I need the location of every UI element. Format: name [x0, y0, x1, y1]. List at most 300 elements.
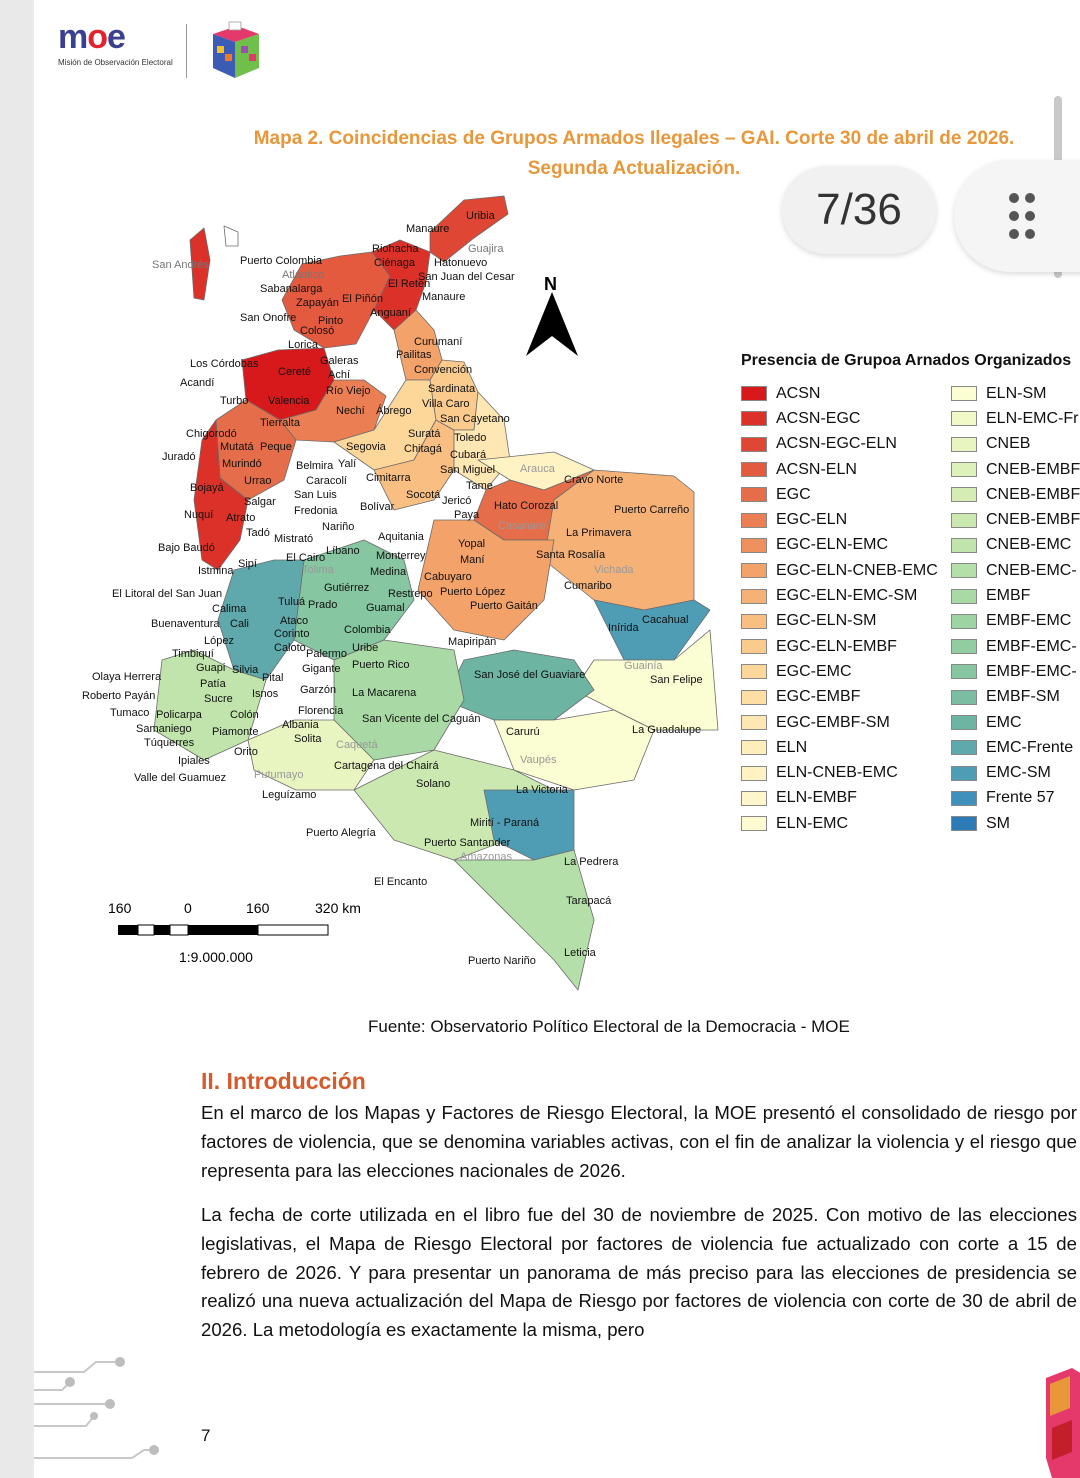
- place-label: Túquerres: [144, 737, 195, 749]
- legend-item: [741, 760, 938, 785]
- legend-label: CNEB-EMBF: [986, 511, 1080, 529]
- legend-label: EGC-ELN-EMC: [776, 536, 889, 554]
- scale-label: 160: [108, 900, 132, 916]
- place-label: Leguízamo: [262, 789, 317, 801]
- place-label: Puerto Santander: [424, 837, 511, 849]
- place-label: Sipí: [238, 558, 257, 570]
- place-label: Nechí: [336, 405, 365, 417]
- scale-segment: [118, 925, 138, 935]
- colombia-map: [34, 190, 724, 1000]
- grid-dots-icon: [1006, 190, 1046, 242]
- scale-segment: [154, 925, 170, 935]
- place-label: Belmira: [296, 460, 334, 472]
- legend-label: EGC-ELN-SM: [776, 612, 877, 630]
- place-label: Albania: [282, 719, 319, 731]
- legend-swatch: [951, 462, 977, 477]
- legend-label: ELN-EMC-Fr: [986, 409, 1079, 427]
- legend-swatch: [741, 664, 767, 679]
- legend-label: CNEB-EMC-: [986, 561, 1077, 579]
- legend-item: [741, 811, 938, 836]
- legend-label: EGC-ELN-EMC-SM: [776, 587, 918, 605]
- legend-label: EMBF: [986, 587, 1031, 605]
- legend-swatch: [951, 437, 977, 452]
- legend-label: ACSN-EGC: [776, 409, 861, 427]
- place-label: Piamonte: [212, 726, 259, 738]
- place-label: Convención: [414, 364, 473, 376]
- place-label: Hato Corozal: [494, 500, 559, 512]
- place-label: El Piñón: [342, 293, 383, 305]
- place-label: La Macarena: [352, 687, 417, 699]
- legend-item: [951, 432, 1080, 457]
- place-label: Juradó: [162, 451, 196, 463]
- legend-label: ELN-CNEB-EMC: [776, 764, 898, 782]
- legend-swatch: [951, 589, 977, 604]
- place-label: Caracolí: [306, 475, 347, 487]
- place-label: Guamal: [366, 602, 405, 614]
- legend-label: EGC-EMBF: [776, 688, 861, 706]
- legend-label: EMBF-EMC-: [986, 662, 1077, 680]
- place-label: Achí: [328, 369, 351, 381]
- place-label: Colombia: [344, 624, 391, 636]
- legend-swatch: [741, 411, 767, 426]
- legend-swatch: [951, 513, 977, 528]
- place-label: Colosó: [300, 325, 335, 337]
- place-label: San Felipe: [650, 674, 703, 686]
- place-label: El Litoral del San Juan: [112, 588, 223, 600]
- place-label: Pital: [262, 672, 284, 684]
- legend-item: [951, 558, 1080, 583]
- legend-item: [741, 685, 938, 710]
- place-label: Silvia: [232, 664, 259, 676]
- legend-swatch: [741, 538, 767, 553]
- legend-item: [951, 406, 1080, 431]
- place-label: Vichada: [594, 564, 634, 576]
- place-label: Manaure: [406, 223, 450, 235]
- legend-label: ELN-EMC: [776, 814, 849, 832]
- legend-title: Presencia de Grupoa Arnados Organizados: [741, 352, 1072, 369]
- place-label: La Primavera: [566, 527, 632, 539]
- legend-swatch: [741, 437, 767, 452]
- legend-item: [741, 457, 938, 482]
- place-label: Fredonia: [294, 505, 338, 517]
- legend-swatch: [951, 690, 977, 705]
- place-label: Restrepo: [388, 588, 433, 600]
- place-label: Ciénaga: [374, 257, 415, 269]
- map-title-line1: Mapa 2. Coincidencias de Grupos Armados Ilegales – GAI. Corte 30 de abril de 2026.: [253, 128, 1015, 149]
- legend-label: EMBF-EMC: [986, 612, 1072, 630]
- legend-item: [741, 786, 938, 811]
- place-label: Florencia: [298, 705, 344, 717]
- place-label: La Pedrera: [564, 856, 619, 868]
- legend-label: CNEB: [986, 435, 1031, 453]
- place-label: Nariño: [322, 521, 355, 533]
- legend-swatch: [951, 766, 977, 781]
- place-label: San Andrés: [152, 259, 209, 271]
- map-source: Fuente: Observatorio Político Electoral de la Democracia - MOE: [368, 1017, 850, 1036]
- place-label: Bolívar: [360, 501, 395, 513]
- place-label: Gigante: [302, 663, 341, 675]
- legend-swatch: [951, 664, 977, 679]
- place-label: La Guadalupe: [632, 724, 702, 736]
- logo-divider: [186, 24, 187, 78]
- place-label: Pailitas: [396, 349, 432, 361]
- place-label: Anguaní: [370, 307, 411, 319]
- place-label: Riohacha: [372, 243, 419, 255]
- place-label: Puerto Nariño: [468, 955, 536, 967]
- legend-item: [951, 583, 1080, 608]
- place-label: Suratá: [408, 428, 441, 440]
- place-label: Santa Rosalía: [536, 549, 606, 561]
- place-label: Cartagena del Chairá: [334, 760, 439, 772]
- place-label: Valencia: [268, 395, 310, 407]
- place-label: Sardinata: [428, 383, 476, 395]
- scale-segment: [258, 925, 328, 935]
- legend-column-left: [741, 381, 938, 836]
- legend-swatch: [951, 411, 977, 426]
- legend-label: EMC: [986, 713, 1022, 731]
- place-label: Mirití - Paraná: [470, 817, 540, 829]
- place-label: Monterrey: [376, 550, 426, 562]
- region-providencia: [224, 226, 238, 246]
- place-label: San Cayetano: [440, 413, 510, 425]
- legend-swatch: [951, 386, 977, 401]
- place-label: Paya: [454, 509, 480, 521]
- place-label: Istmina: [198, 565, 234, 577]
- legend-swatch: [741, 513, 767, 528]
- place-label: Jericó: [442, 495, 472, 507]
- region-amazonas-south: [454, 850, 594, 990]
- place-label: Puerto Alegría: [306, 827, 376, 839]
- legend-item: [741, 482, 938, 507]
- place-label: Murindó: [222, 458, 262, 470]
- map-title: [184, 124, 1080, 184]
- place-label: Solita: [294, 733, 322, 745]
- legend-swatch: [741, 614, 767, 629]
- legend-item: [951, 811, 1080, 836]
- place-label: El Encanto: [374, 876, 428, 888]
- legend-item: [951, 685, 1080, 710]
- logo-subtitle: Misión de Observación Electoral: [58, 58, 173, 67]
- place-label: El Retén: [388, 278, 431, 290]
- place-label: Cumaribo: [564, 580, 612, 592]
- legend-item: [741, 558, 938, 583]
- legend-label: CNEB-EMC: [986, 536, 1072, 554]
- legend-label: EGC-ELN-CNEB-EMC: [776, 561, 938, 579]
- legend-item: [741, 507, 938, 532]
- legend-swatch: [741, 690, 767, 705]
- legend-item: [741, 381, 938, 406]
- place-label: Caloto: [274, 642, 306, 654]
- legend-label: EMBF-EMC-: [986, 637, 1077, 655]
- legend-swatch: [951, 563, 977, 578]
- legend-item: [951, 710, 1080, 735]
- legend-swatch: [951, 614, 977, 629]
- ballot-cube-icon: [203, 20, 265, 82]
- place-label: Uribe: [352, 642, 379, 654]
- legend-item: [951, 760, 1080, 785]
- place-label: Arauca: [520, 463, 555, 475]
- place-label: Garzón: [300, 684, 337, 696]
- legend-item: [951, 533, 1080, 558]
- scale-label: 0: [184, 900, 192, 916]
- place-label: Yalí: [338, 458, 357, 470]
- svg-text:N: N: [544, 274, 557, 294]
- place-label: Gutiérrez: [324, 582, 370, 594]
- legend-label: ELN-EMBF: [776, 789, 857, 807]
- legend-label: EMC-SM: [986, 764, 1051, 782]
- legend-item: [741, 583, 938, 608]
- place-label: Calima: [212, 603, 247, 615]
- scale-label: 320 km: [315, 900, 361, 916]
- legend-label: CNEB-EMBF: [986, 460, 1080, 478]
- place-label: San José del Guaviare: [474, 669, 586, 681]
- place-label: Ábrego: [376, 405, 412, 417]
- place-label: Urrao: [244, 475, 272, 487]
- legend-label: ACSN-ELN: [776, 460, 857, 478]
- place-label: Hatonuevo: [434, 257, 488, 269]
- place-label: Segovia: [346, 441, 386, 453]
- legend-swatch: [741, 639, 767, 654]
- place-label: Cali: [230, 618, 249, 630]
- place-label: Cravo Norte: [564, 474, 624, 486]
- place-label: Bojayá: [190, 482, 224, 494]
- place-label: Toledo: [454, 432, 487, 444]
- legend-swatch: [741, 462, 767, 477]
- legend-label: CNEB-EMBF: [986, 485, 1080, 503]
- place-label: Isnos: [252, 688, 279, 700]
- legend-label: EMC-Frente: [986, 738, 1074, 756]
- legend-item: [741, 406, 938, 431]
- place-label: Chigorodó: [186, 428, 237, 440]
- legend-item: [951, 457, 1080, 482]
- place-label: López: [204, 635, 234, 647]
- legend-item: [741, 634, 938, 659]
- legend-item: [741, 735, 938, 760]
- place-label: Valle del Guamuez: [134, 772, 227, 784]
- legend-swatch: [741, 816, 767, 831]
- legend-column-right: [951, 381, 1080, 836]
- place-label: Roberto Payán: [82, 690, 156, 702]
- place-label: Maní: [460, 554, 485, 566]
- place-label: Acandí: [180, 377, 215, 389]
- place-label: Cimitarra: [366, 472, 411, 484]
- place-label: Tierralta: [260, 417, 300, 429]
- place-label: Prado: [308, 599, 338, 611]
- place-label: Tolima: [302, 564, 334, 576]
- place-label: Yopal: [458, 538, 486, 550]
- place-label: Turbo: [220, 395, 249, 407]
- legend-item: [951, 634, 1080, 659]
- place-label: Cubará: [450, 449, 487, 461]
- place-label: Carurú: [506, 726, 540, 738]
- place-label: Río Viejo: [326, 385, 371, 397]
- legend-swatch: [741, 766, 767, 781]
- paragraph: La fecha de corte utilizada en el libro fue del 30 de noviembre de 2025. Con motivo de las elecciones legislativas, el Mapa de Riesgo Electoral por factores de violencia fue actualizado con corte a 15 de febrero de 2026. Y para presentar un panorama de más preciso para las elecciones de presidencia se realizó una nueva actualización del Mapa de Riesgo por factores de violencia con corte de 30 de abril de 2026. La metodología es exactamente la misma, pero: [201, 1204, 1077, 1341]
- place-label: San Miguel: [440, 464, 496, 476]
- place-label: Patía: [200, 678, 226, 690]
- place-label: Cereté: [278, 366, 312, 378]
- legend-label: ACSN-EGC-ELN: [776, 435, 897, 453]
- scale-label: 160: [246, 900, 270, 916]
- legend-swatch: [951, 740, 977, 755]
- place-label: Sabanalarga: [260, 283, 323, 295]
- legend-label: EGC-EMBF-SM: [776, 713, 890, 731]
- place-label: Mapiripán: [448, 636, 497, 648]
- legend-swatch: [741, 563, 767, 578]
- legend-label: ELN: [776, 738, 808, 756]
- place-label: La Victoria: [516, 784, 568, 796]
- legend-item: [741, 533, 938, 558]
- legend-swatch: [741, 791, 767, 806]
- north-arrow-icon: [524, 270, 584, 360]
- cube-corner-decoration: [1042, 1368, 1080, 1478]
- scale-segment: [170, 925, 188, 935]
- page-indicator: 7/36: [782, 166, 936, 254]
- place-label: Salgar: [244, 496, 276, 508]
- legend-swatch: [741, 740, 767, 755]
- place-label: Zapayán: [296, 297, 339, 309]
- legend-item: [951, 482, 1080, 507]
- legend-label: ACSN: [776, 384, 821, 402]
- place-label: Puerto Rico: [352, 659, 410, 671]
- place-label: Puerto Carreño: [614, 504, 690, 516]
- place-label: Socotá: [406, 489, 441, 501]
- place-label: Cacahual: [642, 614, 689, 626]
- place-label: Colón: [230, 709, 259, 721]
- place-label: Aquitania: [378, 531, 424, 543]
- place-label: San Onofre: [240, 312, 297, 324]
- region-guaviare: [444, 650, 594, 720]
- place-label: Policarpa: [156, 709, 202, 721]
- place-label: Caquetá: [336, 739, 378, 751]
- legend-item: [951, 659, 1080, 684]
- legend-label: ELN-SM: [986, 384, 1047, 402]
- legend-swatch: [951, 715, 977, 730]
- place-label: Leticia: [564, 947, 596, 959]
- legend-item: [951, 786, 1080, 811]
- scale-bar: [108, 900, 361, 965]
- place-label: El Cairo: [286, 552, 326, 564]
- legend-item: [741, 710, 938, 735]
- place-label: Lorica: [288, 339, 318, 351]
- place-label: Guapi: [196, 662, 226, 674]
- legend-swatch: [951, 816, 977, 831]
- map-title-line2: Segunda Actualización.: [527, 158, 741, 179]
- place-label: Villa Caro: [422, 398, 470, 410]
- place-label: Peque: [260, 441, 292, 453]
- place-label: Nuquí: [184, 509, 214, 521]
- place-label: Curumaní: [414, 336, 463, 348]
- legend-item: [741, 659, 938, 684]
- legend-item: [951, 609, 1080, 634]
- legend-swatch: [951, 791, 977, 806]
- place-label: Medina: [370, 566, 407, 578]
- place-label: Los Córdobas: [190, 358, 259, 370]
- legend-item: [951, 507, 1080, 532]
- place-label: Mutatá: [220, 441, 254, 453]
- place-label: Orito: [234, 746, 258, 758]
- legend-label: EGC-ELN: [776, 511, 848, 529]
- place-label: Puerto Gaitán: [470, 600, 538, 612]
- place-label: Puerto López: [440, 586, 506, 598]
- place-label: Timbiquí: [172, 648, 214, 660]
- page-number: 7: [201, 1426, 211, 1445]
- section-heading: II. Introducción: [201, 1068, 366, 1094]
- place-label: San Luis: [294, 489, 337, 501]
- place-label: Ataco: [280, 615, 309, 627]
- legend-swatch: [951, 538, 977, 553]
- legend-label: EGC-EMC: [776, 662, 852, 680]
- map-regions: [154, 196, 718, 990]
- place-label: Tuluá: [278, 596, 306, 608]
- legend-label: EGC: [776, 485, 811, 503]
- place-label: Tadó: [246, 527, 270, 539]
- place-label: Olaya Herrera: [92, 671, 162, 683]
- scale-ratio: 1:9.000.000: [179, 949, 253, 965]
- place-label: San Vicente del Caguán: [362, 713, 481, 725]
- page-grid-button[interactable]: [954, 160, 1080, 272]
- place-label: Líbano: [326, 545, 360, 557]
- place-label: Chitagá: [404, 443, 442, 455]
- place-label: Inírida: [608, 622, 639, 634]
- legend-item: [951, 735, 1080, 760]
- legend-item: [951, 381, 1080, 406]
- place-label: Atrato: [226, 512, 256, 524]
- place-label: Amazonas: [460, 851, 512, 863]
- legend-label: Frente 57: [986, 789, 1055, 807]
- place-label: Uribia: [466, 210, 495, 222]
- scale-segment: [138, 925, 154, 935]
- place-label: Palermo: [306, 648, 347, 660]
- place-label: Atlántico: [282, 269, 325, 281]
- legend-label: SM: [986, 814, 1010, 832]
- place-label: Tarapacá: [566, 895, 612, 907]
- place-label: Buenaventura: [151, 618, 220, 630]
- place-label: Guajira: [468, 243, 504, 255]
- place-label: Tumaco: [110, 707, 150, 719]
- place-label: San Juan del Cesar: [418, 271, 515, 283]
- place-label: Sucre: [204, 693, 233, 705]
- scale-segment: [188, 925, 258, 935]
- place-label: Casanare: [498, 520, 546, 532]
- place-label: Samaniego: [136, 723, 192, 735]
- place-label: Galeras: [320, 355, 359, 367]
- place-label: Pinto: [318, 315, 344, 327]
- legend-label: EMBF-SM: [986, 688, 1060, 706]
- moe-logo: [58, 18, 278, 88]
- place-label: Cabuyaro: [424, 571, 472, 583]
- legend-item: [741, 432, 938, 457]
- legend-label: EGC-ELN-EMBF: [776, 637, 897, 655]
- legend-swatch: [741, 487, 767, 502]
- place-label: Putumayo: [254, 769, 304, 781]
- legend-item: [741, 609, 938, 634]
- circuit-decoration: [34, 1350, 174, 1478]
- legend-swatch: [741, 715, 767, 730]
- place-label: Corinto: [274, 628, 310, 640]
- place-label: Guainía: [624, 660, 663, 672]
- legend-swatch: [741, 589, 767, 604]
- logo-wordmark: moe: [58, 18, 125, 56]
- place-label: Tame: [466, 480, 493, 492]
- place-label: Solano: [416, 778, 451, 790]
- place-label: Bajo Baudó: [158, 542, 215, 554]
- legend-swatch: [951, 487, 977, 502]
- place-label: Mistrató: [274, 533, 314, 545]
- paragraph: En el marco de los Mapas y Factores de Riesgo Electoral, la MOE presentó el consolidado de riesgo por factores de violencia, que se denomina variables activas, con el fin de analizar la violencia y el riesgo que representa para las elecciones nacionales de 2026.: [201, 1102, 1077, 1181]
- place-label: Puerto Colombia: [240, 255, 322, 267]
- legend-swatch: [951, 639, 977, 654]
